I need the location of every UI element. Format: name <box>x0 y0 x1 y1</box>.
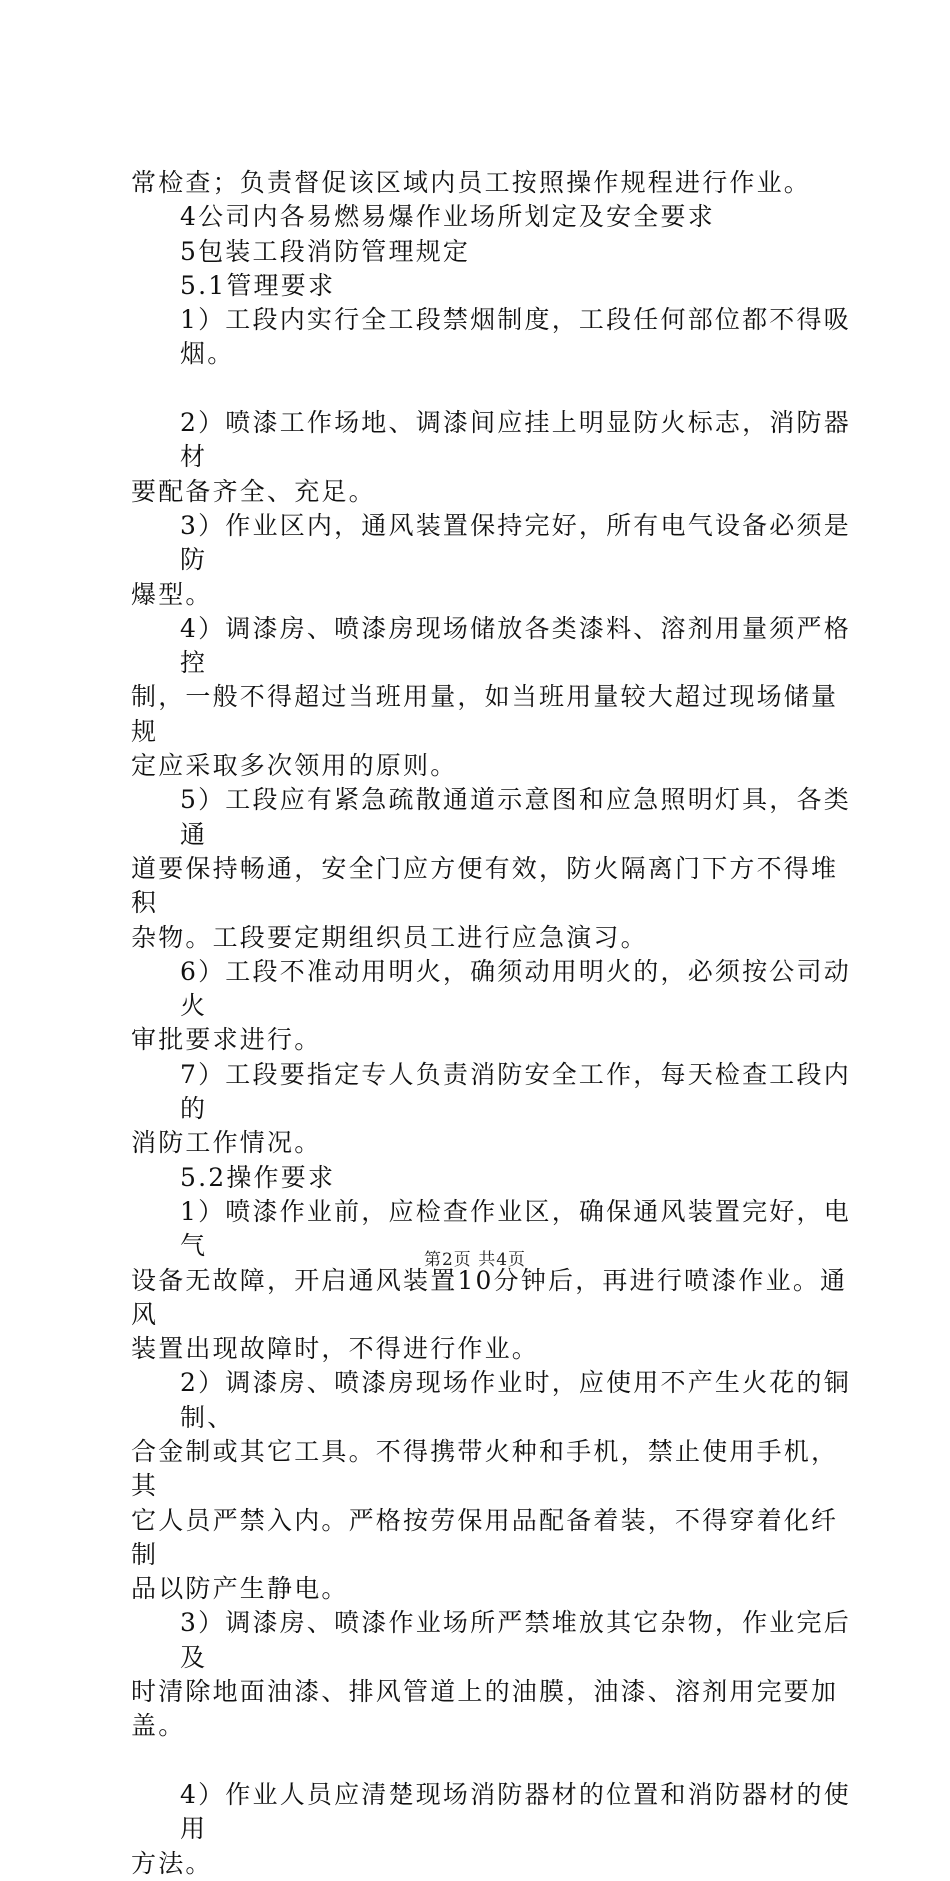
list-item: 1）工段内实行全工段禁烟制度，工段任何部位都不得吸烟。 <box>180 305 851 369</box>
text-line: 要配备齐全、充足。 <box>131 476 376 506</box>
text-line: 合金制或其它工具。不得携带火种和手机，禁止使用手机，其 <box>131 1436 839 1501</box>
page-number-label: 第2页 共4页 <box>423 1250 527 1270</box>
list-item: 6）工段不准动用明火，确须动用明火的，必须按公司动火 <box>180 956 851 1021</box>
list-item: 2）喷漆工作场地、调漆间应挂上明显防火标志，消防器材 <box>180 408 851 472</box>
page-footer <box>0 1245 950 1270</box>
text-line: 装置出现故障时，不得进行作业。 <box>131 1334 540 1364</box>
text-line: 消防工作情况。 <box>131 1128 322 1158</box>
blank-line <box>131 372 851 406</box>
document-body <box>131 166 851 1881</box>
subsection-heading: 5.2操作要求 <box>180 1162 336 1192</box>
text-line: 爆型。 <box>131 579 213 609</box>
text-line: 品以防产生静电。 <box>131 1574 349 1604</box>
text-line: 常检查；负责督促该区域内员工按照操作规程进行作业。 <box>131 168 812 197</box>
list-item: 1）喷漆作业前，应检查作业区，确保通风装置完好，电气 <box>180 1196 851 1261</box>
list-item: 7）工段要指定专人负责消防安全工作，每天检查工段内的 <box>180 1059 851 1124</box>
text-line: 定应采取多次领用的原则。 <box>131 751 458 781</box>
section-heading: 5包装工段消防管理规定 <box>180 236 471 266</box>
text-line: 道要保持畅通，安全门应方便有效，防火隔离门下方不得堆积 <box>131 853 839 918</box>
text-line: 方法。 <box>131 1848 213 1878</box>
text-line: 时清除地面油漆、排风管道上的油膜，油漆、溶剂用完要加盖。 <box>131 1677 839 1741</box>
blank-line <box>131 1744 851 1778</box>
text-line: 审批要求进行。 <box>131 1025 322 1055</box>
list-item: 2）调漆房、喷漆房现场作业时，应使用不产生火花的铜制、 <box>180 1368 851 1432</box>
list-item: 3）作业区内，通风装置保持完好，所有电气设备必须是防 <box>180 510 851 575</box>
list-item: 4）作业人员应清楚现场消防器材的位置和消防器材的使用 <box>180 1779 851 1844</box>
list-item: 4）调漆房、喷漆房现场储放各类漆料、溶剂用量须严格控 <box>180 613 851 678</box>
section-heading: 4公司内各易燃易爆作业场所划定及安全要求 <box>180 202 715 232</box>
text-line: 它人员严禁入内。严格按劳保用品配备着装，不得穿着化纤制 <box>131 1505 839 1569</box>
text-line: 制，一般不得超过当班用量，如当班用量较大超过现场储量规 <box>131 682 839 746</box>
text-line: 杂物。工段要定期组织员工进行应急演习。 <box>131 922 648 952</box>
text-line: 设备无故障，开启通风装置10分钟后，再进行喷漆作业。通风 <box>131 1265 848 1329</box>
subsection-heading: 5.1管理要求 <box>180 270 336 300</box>
list-item: 5）工段应有紧急疏散通道示意图和应急照明灯具，各类通 <box>180 785 851 849</box>
list-item: 3）调漆房、喷漆作业场所严禁堆放其它杂物，作业完后及 <box>180 1608 851 1672</box>
